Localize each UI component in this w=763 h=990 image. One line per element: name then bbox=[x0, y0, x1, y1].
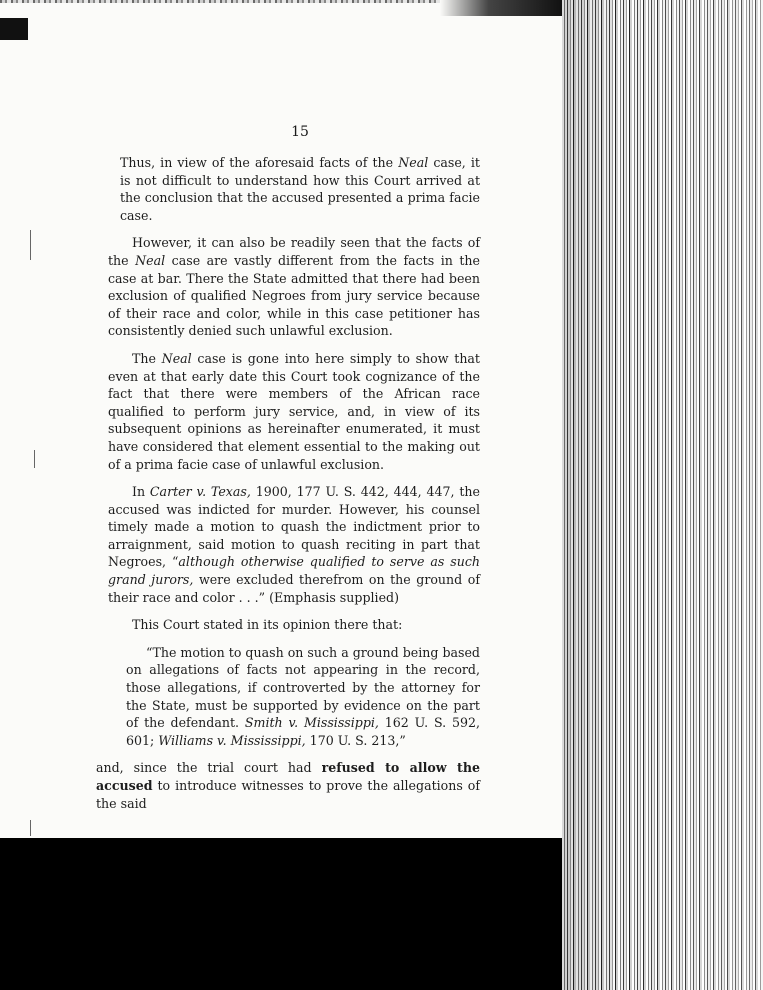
paragraph-4 bbox=[108, 483, 480, 606]
page-number: 15 bbox=[291, 124, 309, 140]
text-run: “The motion to quash on such a ground being based on allegations of facts not appearing in the record, those allegations, if controverted by the attorney for the State, must be supported by evidence on the part of the defendant. bbox=[126, 644, 480, 731]
text-run: and, since the trial court had bbox=[96, 760, 322, 776]
margin-mark bbox=[30, 230, 31, 260]
text-run: The bbox=[132, 350, 162, 366]
emphasis: although otherwise qualified to serve as such grand jurors, bbox=[108, 554, 480, 588]
text-run: 170 U. S. 213,” bbox=[305, 732, 406, 748]
text-run: case are vastly different from the facts in the case at bar. There the State admitted that there had been exclusion of qualified Negroes from jury service because of their race and color, while in this case petitioner has consistently denied such unlawful exclusion. bbox=[108, 252, 480, 339]
paragraph-5: This Court stated in its opinion there that: bbox=[132, 617, 403, 633]
text-run: case is gone into here simply to show that even at that early date this Court took cognizance of the fact that there were members of the African race qualified to perform jury service, and, in view of its subsequent opinions as hereinafter enumerated, it must have considered that element essential to the making out of a prima facie case of unlawful exclusion. bbox=[108, 350, 480, 472]
case-name: Williams v. Mississippi, bbox=[158, 732, 306, 748]
text-run: 162 U. S. 592, 601; bbox=[126, 715, 481, 748]
text-run: case, it is not difficult to understand how this Court arrived at the conclusion that the accused presented a prima facie case. bbox=[120, 155, 480, 223]
margin-mark bbox=[34, 450, 35, 468]
margin-mark bbox=[30, 820, 31, 836]
paragraph-3 bbox=[108, 350, 480, 473]
case-name: Neal bbox=[398, 155, 429, 170]
case-name: Neal bbox=[135, 252, 166, 268]
corner-shadow bbox=[0, 18, 28, 40]
body-text bbox=[96, 154, 481, 822]
text-run: Thus, in view of the aforesaid facts of the bbox=[120, 155, 399, 170]
paragraph-2 bbox=[108, 234, 480, 340]
text-run: In bbox=[132, 484, 150, 500]
paragraph-1 bbox=[108, 154, 480, 224]
block-quote bbox=[108, 644, 480, 750]
scan-edge-shading bbox=[562, 0, 763, 990]
case-name: Carter v. Texas, bbox=[149, 484, 251, 500]
text-run: However, it can also be readily seen that the facts of the bbox=[108, 235, 480, 268]
paragraph-continuation bbox=[96, 759, 480, 812]
case-name: Smith v. Mississippi, bbox=[244, 715, 379, 731]
text-run: to introduce witnesses to prove the allegations of the said bbox=[96, 778, 480, 811]
bold-text: refused to allow the accused bbox=[96, 760, 480, 793]
top-right-shadow bbox=[440, 0, 562, 16]
text-run: 1900, 177 U. S. 442, 444, 447, the accused was indicted for murder. However, his counsel timely made a motion to quash the indictment prior to arraignment, said motion to quash reciting in part that Negroes, “ bbox=[108, 484, 480, 570]
case-name: Neal bbox=[161, 350, 192, 366]
text-run: were excluded therefrom on the ground of their race and color . . .” (Emphasis supplied) bbox=[108, 572, 480, 605]
